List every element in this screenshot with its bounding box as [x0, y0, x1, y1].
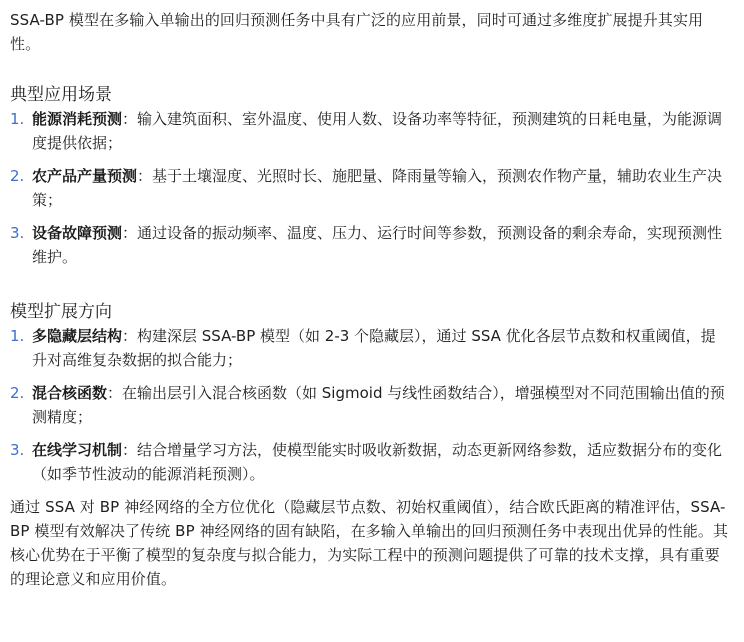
intro-paragraph: SSA-BP 模型在多输入单输出的回归预测任务中具有广泛的应用前景，同时可通过多维度扩展提升其实用性。: [10, 11, 704, 53]
item-term: 农产品产量预测: [32, 167, 138, 185]
typical-scenarios-heading: 典型应用场景: [10, 85, 112, 105]
item-term: 多隐藏层结构: [32, 327, 123, 345]
list-number: 3.: [10, 441, 25, 459]
closing-paragraph: 通过 SSA 对 BP 神经网络的全方位优化（隐藏层节点数、初始权重阈值），结合欧氏距离的精准评估，SSA-BP 模型有效解决了传统 BP 神经网络的固有缺陷，在多输入单输出的回归预测任务中表现出优异的性能。其核心优势在于平衡了模型的复杂度与拟合能力，为实际工程中的预测问题提供了可靠的技术支撑，具有重要的理论意义和应用价值。: [10, 498, 729, 588]
typical-scenarios-list: [10, 107, 730, 269]
list-item: [10, 164, 730, 212]
item-term: 设备故障预测: [32, 224, 123, 242]
extension-directions-list: [10, 324, 730, 486]
item-description: ：结合增量学习方法，使模型能实时吸收新数据，动态更新网络参数，适应数据分布的变化（如季节性波动的能源消耗预测）。: [32, 441, 723, 483]
list-number: 1.: [10, 327, 25, 345]
item-term: 混合核函数: [32, 384, 108, 402]
item-description: ：构建深层 SSA-BP 模型（如 2-3 个隐藏层），通过 SSA 优化各层节点数和权重阈值，提升对高维复杂数据的拟合能力；: [32, 327, 716, 369]
list-number: 2.: [10, 167, 25, 185]
item-term: 能源消耗预测: [32, 110, 123, 128]
list-item: [10, 381, 730, 429]
list-item: [10, 438, 730, 486]
list-item: [10, 107, 730, 155]
item-description: ：基于土壤湿度、光照时长、施肥量、降雨量等输入，预测农作物产量，辅助农业生产决策；: [32, 167, 723, 209]
list-item: [10, 324, 730, 372]
list-item: [10, 221, 730, 269]
list-number: 3.: [10, 224, 25, 242]
item-description: ：在输出层引入混合核函数（如 Sigmoid 与线性函数结合），增强模型对不同范围输出值的预测精度；: [32, 384, 725, 426]
extension-directions-heading: 模型扩展方向: [10, 302, 112, 322]
item-description: ：通过设备的振动频率、温度、压力、运行时间等参数，预测设备的剩余寿命，实现预测性维护。: [32, 224, 723, 266]
item-description: ：输入建筑面积、室外温度、使用人数、设备功率等特征，预测建筑的日耗电量，为能源调度提供依据；: [32, 110, 723, 152]
item-term: 在线学习机制: [32, 441, 123, 459]
list-number: 2.: [10, 384, 25, 402]
list-number: 1.: [10, 110, 25, 128]
